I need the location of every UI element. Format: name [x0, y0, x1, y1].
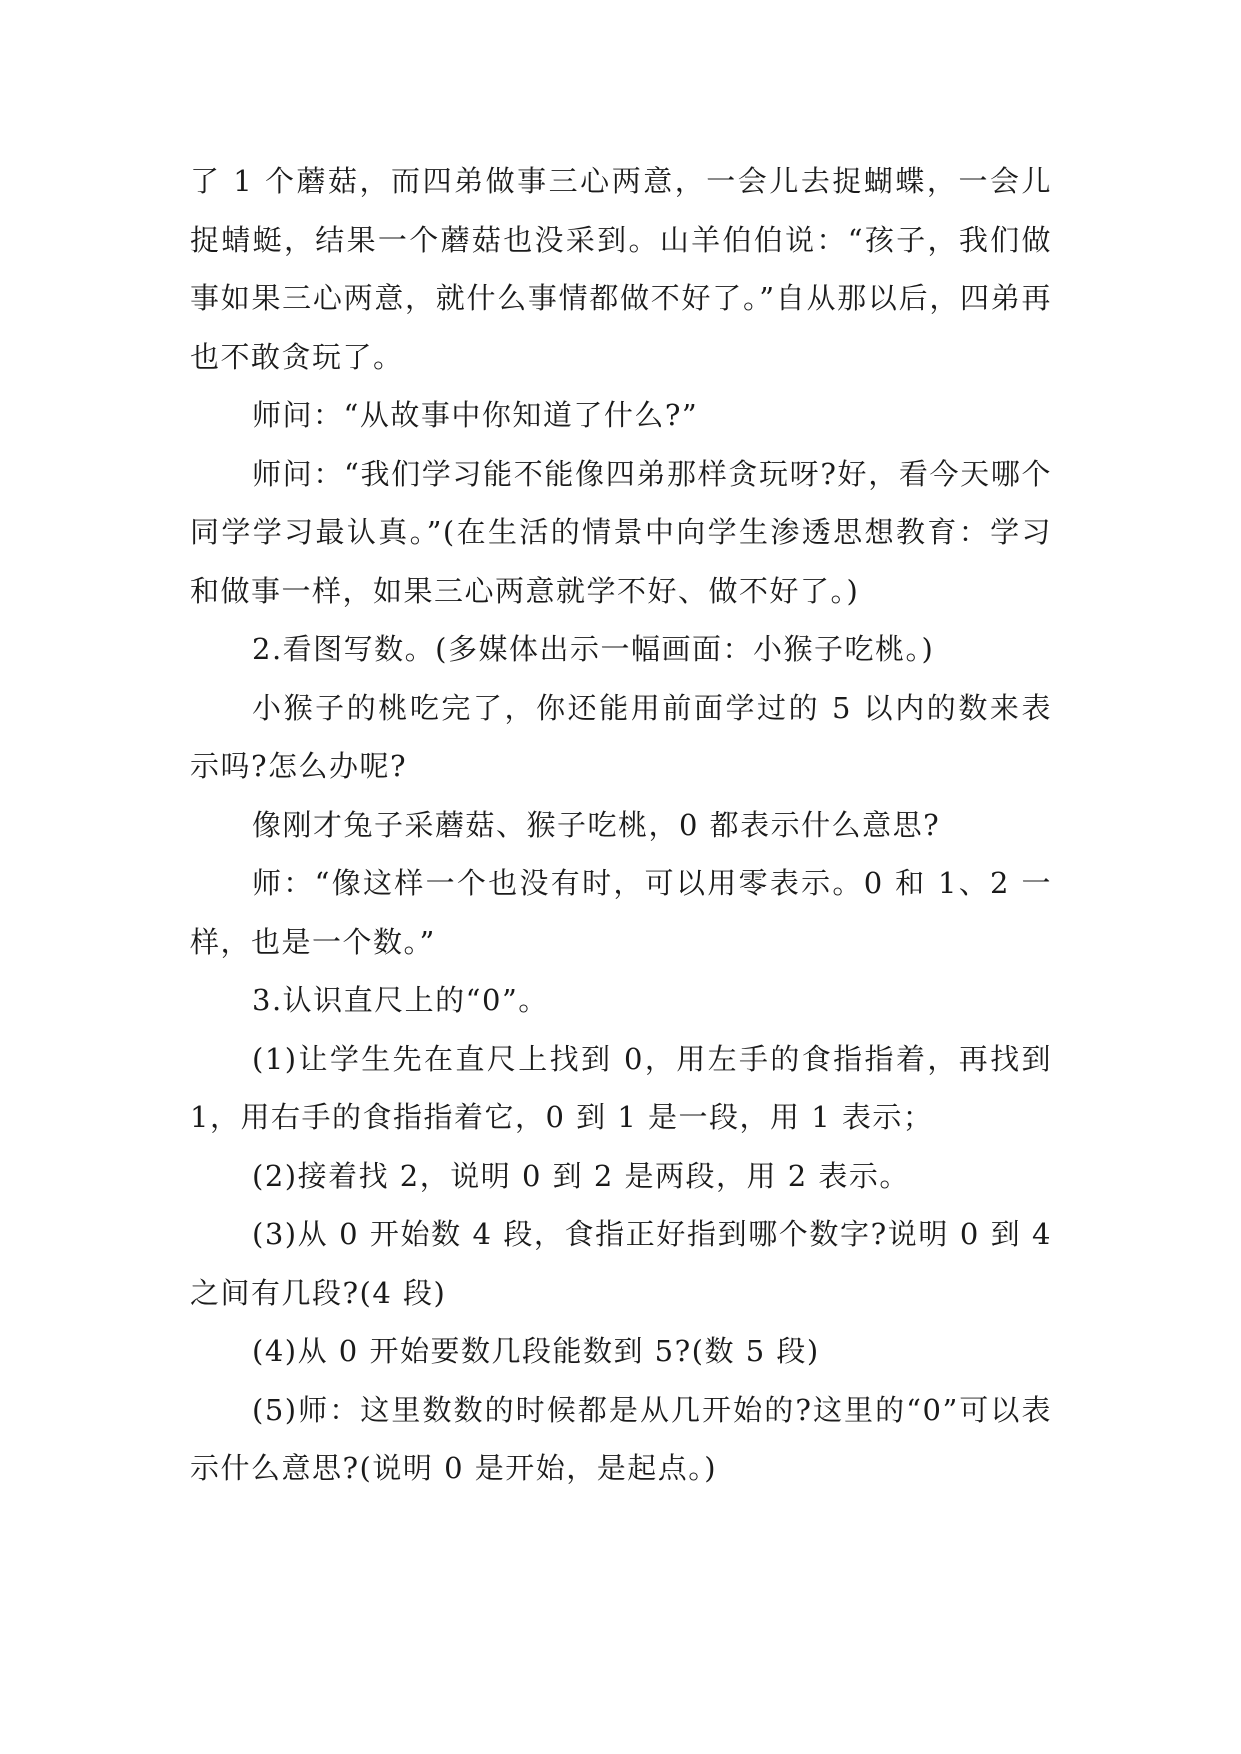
paragraph-teacher-question-1: 师问：“从故事中你知道了什么?”	[252, 398, 699, 432]
paragraph-story-ending: 了 1 个蘑菇，而四弟做事三心两意，一会儿去捉蝴蝶，一会儿捉蜻蜓，结果一个蘑菇也没采到。山羊伯伯说：“孩子，我们做事如果三心两意，就什么事情都做不好了。”自从那以后，四弟再也不敢贪玩了。	[190, 164, 1052, 374]
paragraph-section-3-heading: 3.认识直尺上的“0”。	[252, 983, 549, 1017]
paragraph-ruler-step-1: (1)让学生先在直尺上找到 0，用左手的食指指着，再找到 1，用右手的食指指着它，0 到 1 是一段，用 1 表示；	[190, 1041, 1052, 1134]
document-body	[190, 152, 1052, 1498]
paragraph-teacher-question-2: 师问：“我们学习能不能像四弟那样贪玩呀?好，看今天哪个同学学习最认真。”(在生活的情景中向学生渗透思想教育：学习和做事一样，如果三心两意就学不好、做不好了。)	[190, 456, 1052, 608]
paragraph-ruler-step-5: (5)师：这里数数的时候都是从几开始的?这里的“0”可以表示什么意思?(说明 0 是开始，是起点。)	[190, 1392, 1052, 1485]
paragraph-section-2-heading: 2.看图写数。(多媒体出示一幅画面：小猴子吃桃。)	[252, 632, 935, 666]
paragraph-ruler-step-2: (2)接着找 2，说明 0 到 2 是两段，用 2 表示。	[252, 1158, 910, 1193]
paragraph-ruler-step-4: (4)从 0 开始要数几段能数到 5?(数 5 段)	[252, 1334, 820, 1368]
paragraph-ruler-step-3: (3)从 0 开始数 4 段，食指正好指到哪个数字?说明 0 到 4 之间有几段?(4 段)	[190, 1217, 1052, 1310]
paragraph-monkey-peaches: 小猴子的桃吃完了，你还能用前面学过的 5 以内的数来表示吗?怎么办呢?	[190, 690, 1052, 783]
paragraph-zero-meaning-question: 像刚才兔子采蘑菇、猴子吃桃，0 都表示什么意思?	[252, 807, 941, 842]
paragraph-teacher-zero-explanation: 师：“像这样一个也没有时，可以用零表示。0 和 1、2 一样，也是一个数。”	[190, 866, 1052, 959]
